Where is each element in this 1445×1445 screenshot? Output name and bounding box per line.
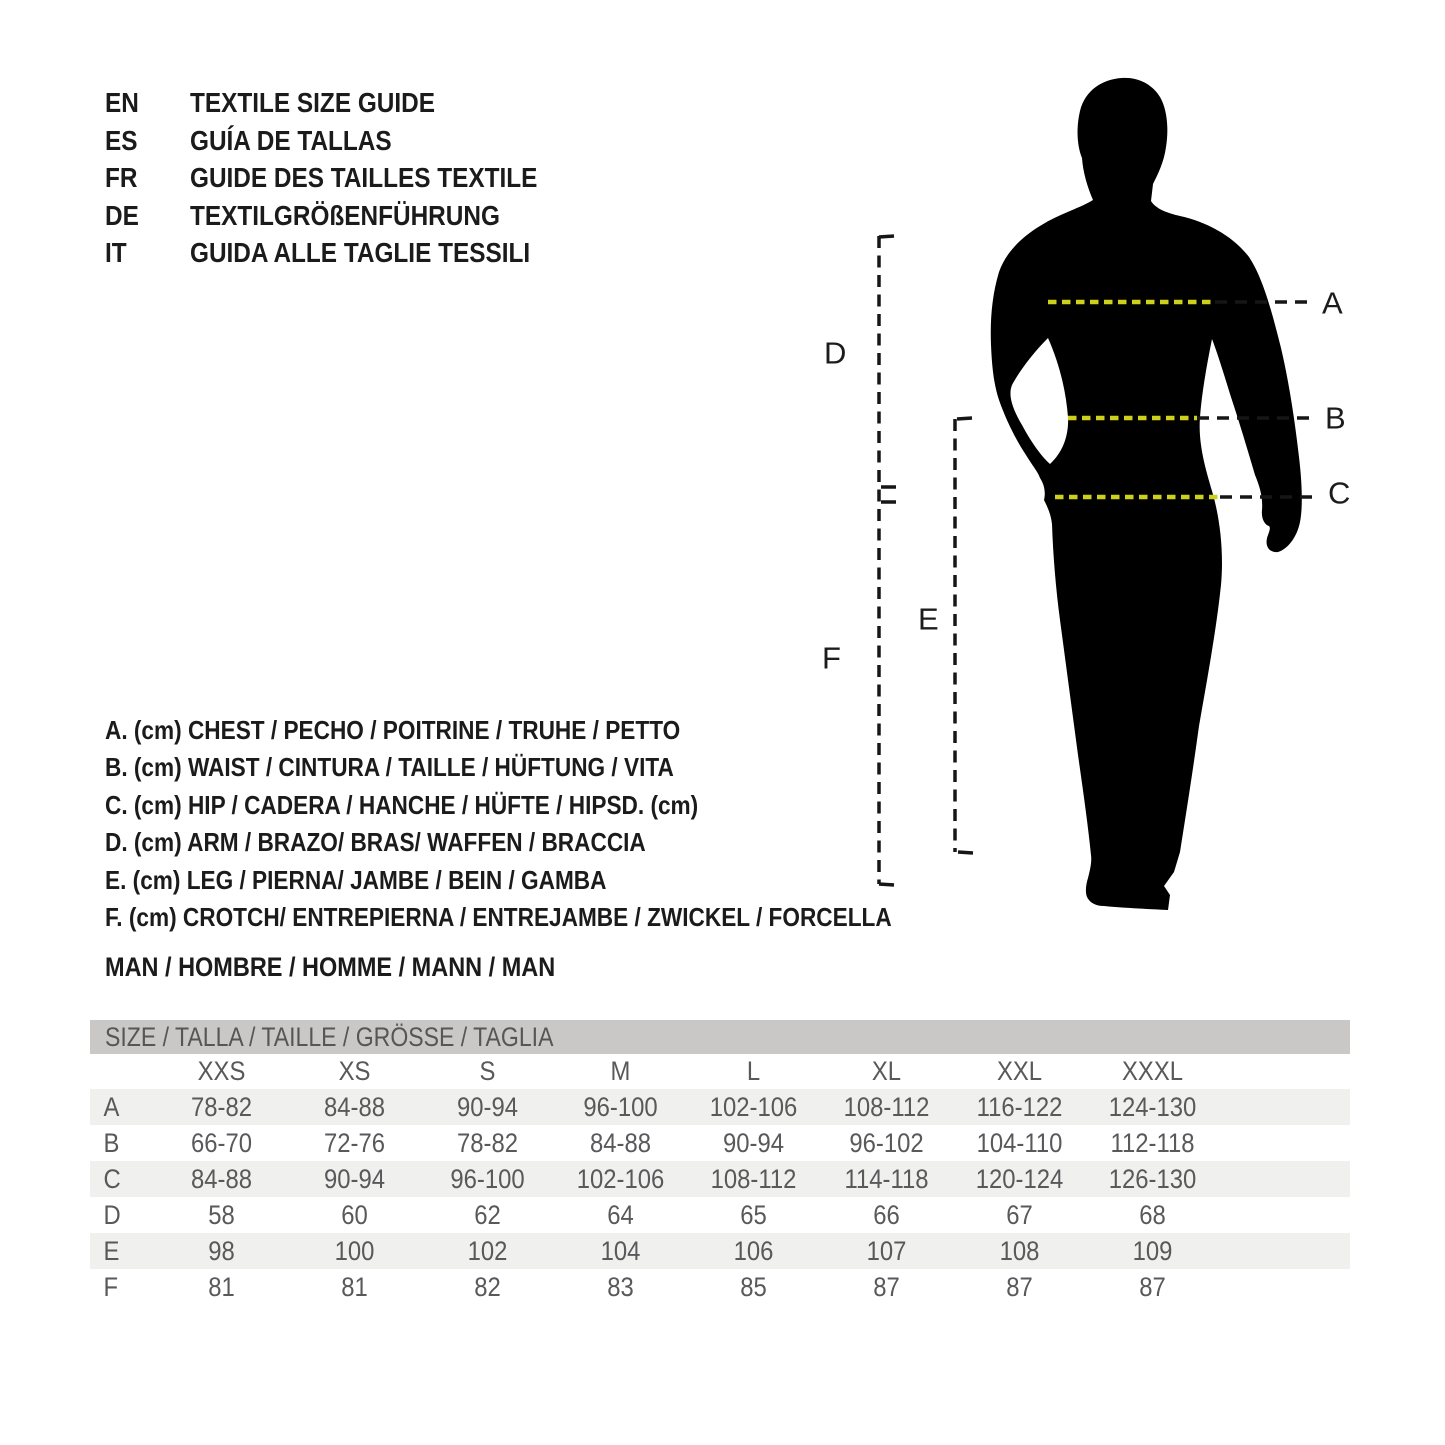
legend-text: B. (cm) WAIST / CINTURA / TAILLE / HÜFTUNG / VITA [105,752,674,783]
size-value: 84-88 [589,1128,652,1158]
language-title: GUÍA DE TALLAS [190,124,392,156]
size-value: 58 [208,1200,235,1230]
filler-cell [1219,1269,1350,1305]
table-row-crotch [90,1269,1350,1305]
size-value: 87 [1006,1272,1033,1302]
size-value: 82 [474,1272,501,1302]
size-value: 100 [334,1236,375,1266]
legend-item-chest [105,712,1009,749]
legend-text: C. (cm) HIP / CADERA / HANCHE / HÜFTE / HIPSD. (cm) [105,789,699,820]
filler-cell [1219,1089,1350,1125]
filler-cell [1219,1233,1350,1269]
row-label: A [103,1092,120,1122]
table-row-hip [90,1161,1350,1197]
language-code: DE [105,199,139,231]
measurement-legend [105,712,1009,936]
size-value: 108-112 [710,1164,797,1194]
language-code: EN [105,87,139,118]
size-value: 98 [208,1236,235,1266]
size-value: 60 [341,1200,368,1230]
legend-text: E. (cm) LEG / PIERNA/ JAMBE / BEIN / GAMBA [105,864,607,895]
legend-text: A. (cm) CHEST / PECHO / POITRINE / TRUHE / PETTO [105,715,681,745]
size-value: 104-110 [976,1128,1063,1158]
filler-cell [1219,1054,1350,1089]
size-value: 96-102 [849,1128,924,1158]
size-value: 66-70 [190,1128,253,1158]
leg-line-top-tick [957,418,972,419]
row-label: C [103,1164,121,1194]
language-row [105,197,589,235]
size-column-header: XXL [996,1056,1043,1086]
size-value: 81 [208,1272,235,1302]
size-value: 90-94 [323,1164,386,1194]
size-value: 85 [740,1272,767,1302]
size-value: 108-112 [843,1092,930,1122]
size-value: 78-82 [456,1128,519,1158]
size-value: 107 [866,1236,907,1266]
man-silhouette [991,78,1302,910]
crotch-label: F [822,640,841,676]
chest-label: A [1322,285,1343,321]
size-value: 90-94 [722,1128,785,1158]
language-title-list [105,84,589,272]
language-code: FR [105,162,138,193]
size-value: 96-100 [450,1164,525,1194]
table-title-bar [90,1020,1350,1054]
language-code: ES [105,124,138,156]
legend-item-crotch [105,899,1009,936]
size-value: 87 [1139,1272,1166,1302]
size-value: 83 [607,1272,634,1302]
size-value: 120-124 [975,1164,1064,1194]
language-title: GUIDA ALLE TAGLIE TESSILI [190,237,531,268]
size-value: 78-82 [190,1092,253,1122]
arm-label: D [824,335,847,371]
size-value: 106 [733,1236,774,1266]
size-column-header: M [610,1056,631,1086]
language-row [105,84,589,122]
table-title: SIZE / TALLA / TAILLE / GRÖSSE / TAGLIA [105,1022,554,1052]
size-value: 66 [873,1200,900,1230]
size-value: 116-122 [976,1092,1063,1122]
table-row-arm [90,1197,1350,1233]
language-row [105,159,589,197]
size-value: 96-100 [583,1092,658,1122]
row-label: D [103,1200,121,1230]
filler-cell [1219,1161,1350,1197]
size-column-header: XS [338,1056,371,1086]
filler-cell [1219,1125,1350,1161]
size-value: 109 [1132,1236,1173,1266]
filler-cell [1219,1197,1350,1233]
row-label: F [103,1272,119,1302]
size-value: 67 [1006,1200,1033,1230]
size-value: 84-88 [190,1164,253,1194]
size-value: 108 [999,1236,1040,1266]
size-value: 104 [600,1236,641,1266]
size-value: 102 [467,1236,508,1266]
legend-item-arm [105,824,1009,861]
size-column-header: XL [871,1056,902,1086]
empty-corner-cell [90,1054,149,1089]
legend-item-hip [105,787,1009,824]
size-column-header: L [746,1056,761,1086]
size-column-header: XXXL [1121,1056,1183,1086]
size-value: 102-106 [576,1164,665,1194]
size-value: 114-118 [844,1164,929,1194]
language-row [105,234,589,272]
table-row-leg [90,1233,1350,1269]
size-value: 84-88 [323,1092,386,1122]
table-row-waist [90,1125,1350,1161]
size-value: 65 [740,1200,767,1230]
legend-item-leg [105,862,1009,899]
hip-label: C [1328,475,1351,511]
size-value: 112-118 [1110,1128,1195,1158]
leg-label: E [918,601,939,637]
legend-text: F. (cm) CROTCH/ ENTREPIERNA / ENTREJAMBE / ZWICKEL / FORCELLA [105,901,892,932]
size-value: 64 [607,1200,634,1230]
size-value: 102-106 [709,1092,798,1122]
size-value: 90-94 [456,1092,519,1122]
language-title: GUIDE DES TAILLES TEXTILE [190,162,538,193]
size-value: 87 [873,1272,900,1302]
language-code: IT [105,237,127,268]
size-value: 72-76 [323,1128,386,1158]
language-title: TEXTILE SIZE GUIDE [190,87,435,118]
size-value: 62 [474,1200,501,1230]
size-value: 126-130 [1108,1164,1197,1194]
language-row [105,122,589,160]
size-value: 68 [1139,1200,1166,1230]
row-label: B [103,1128,120,1158]
legend-text: D. (cm) ARM / BRAZO/ BRAS/ WAFFEN / BRACCIA [105,827,646,858]
size-table [90,1020,1350,1305]
row-label: E [103,1236,120,1266]
gender-heading [105,952,622,983]
arm-line-top-tick [879,236,894,237]
table-row-chest [90,1089,1350,1125]
legend-item-waist [105,749,1009,786]
size-header-row [90,1054,1350,1089]
language-title: TEXTILGRÖßENFÜHRUNG [190,199,500,231]
gender-heading-text: MAN / HOMBRE / HOMME / MANN / MAN [105,952,556,982]
size-value: 81 [341,1272,368,1302]
size-value: 124-130 [1108,1092,1197,1122]
waist-label: B [1325,400,1346,436]
size-column-header: S [479,1056,496,1086]
size-column-header: XXS [197,1056,246,1086]
